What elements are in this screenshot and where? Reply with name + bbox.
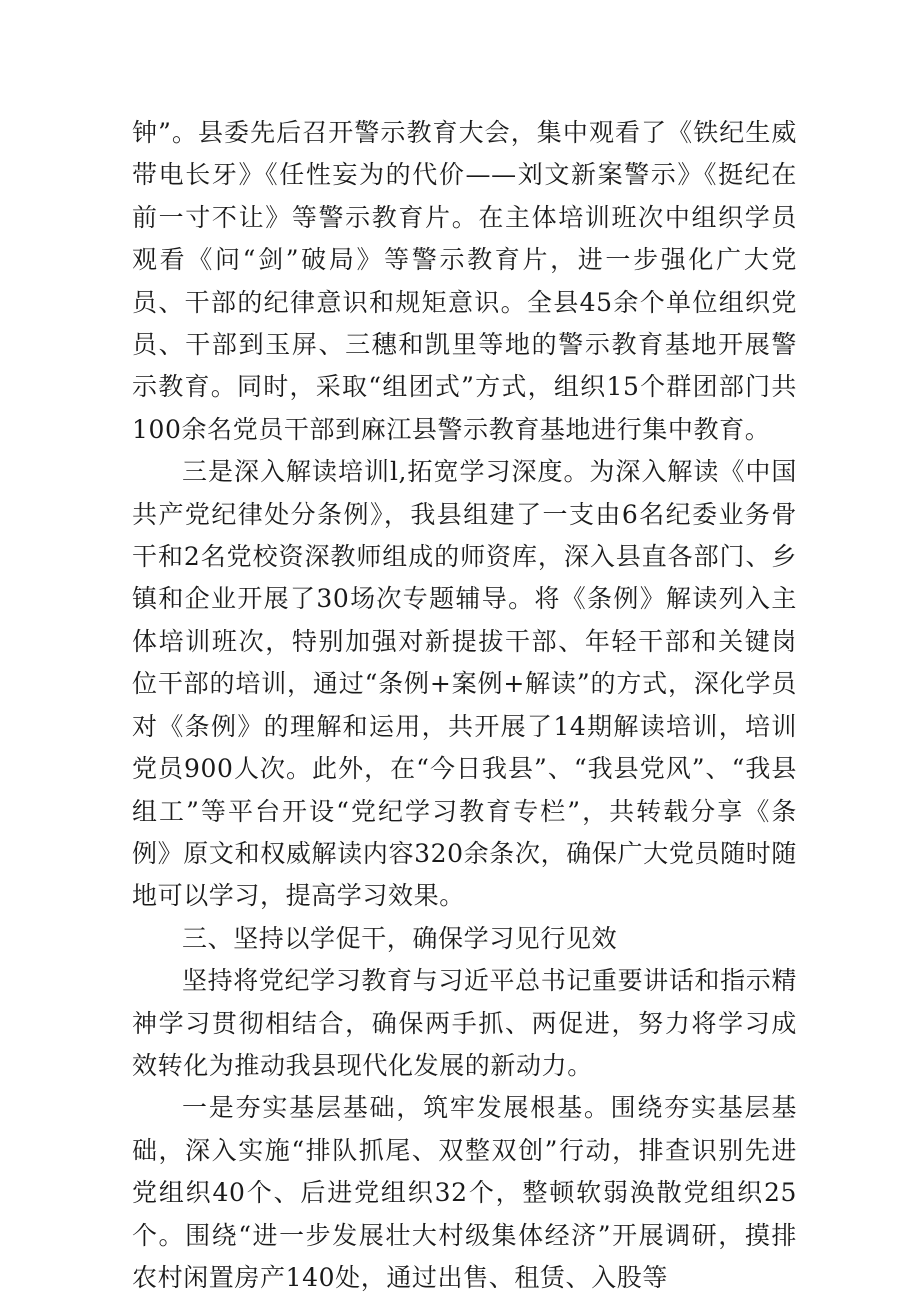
paragraph-grassroots-foundation: 一是夯实基层基础，筑牢发展根基。围绕夯实基层基础，深入实施“排队抓尾、双整双创”行动，排查识别先进党组织40个、后进党组织32个，整顿软弱涣散党组织25个。围绕“进一步发展壮大村级集体经济”开展调研，摸排农村闲置房产140处，通过出售、租赁、入股等 [132, 1093, 797, 1292]
document-body [132, 112, 797, 1299]
paragraph-continuation: 钟”。县委先后召开警示教育大会，集中观看了《铁纪生威带电长牙》《任性妄为的代价——刘文新案警示》《挺纪在前一寸不让》等警示教育片。在主体培训班次中组织学员观看《问“剑”破局》等警示教育片，进一步强化广大党员、干部的纪律意识和规矩意识。全县45余个单位组织党员、干部到玉屏、三穗和凯里等地的警示教育基地开展警示教育。同时，采取“组团式”方式，组织15个群团部门共100余名党员干部到麻江县警示教育基地进行集中教育。 [132, 118, 797, 444]
paragraph-training-interpretation: 三是深入解读培训l,拓宽学习深度。为深入解读《中国共产党纪律处分条例》，我县组建了一支由6名纪委业务骨干和2名党校资深教师组成的师资库，深入县直各部门、乡镇和企业开展了30场次专题辅导。将《条例》解读列入主体培训班次，特别加强对新提拔干部、年轻干部和关键岗位干部的培训，通过“条例+案例+解读”的方式，深化学员对《条例》的理解和运用，共开展了14期解读培训，培训党员900人次。此外，在“今日我县”、“我县党风”、“我县组工”等平台开设“党纪学习教育专栏”，共转载分享《条例》原文和权威解读内容320余条次，确保广大党员随时随地可以学习，提高学习效果。 [132, 457, 797, 911]
section-heading: 三、坚持以学促干，确保学习见行见效 [182, 923, 618, 953]
paragraph-section-intro: 坚持将党纪学习教育与习近平总书记重要讲话和指示精神学习贯彻相结合，确保两手抓、两促进，努力将学习成效转化为推动我县现代化发展的新动力。 [132, 966, 797, 1080]
